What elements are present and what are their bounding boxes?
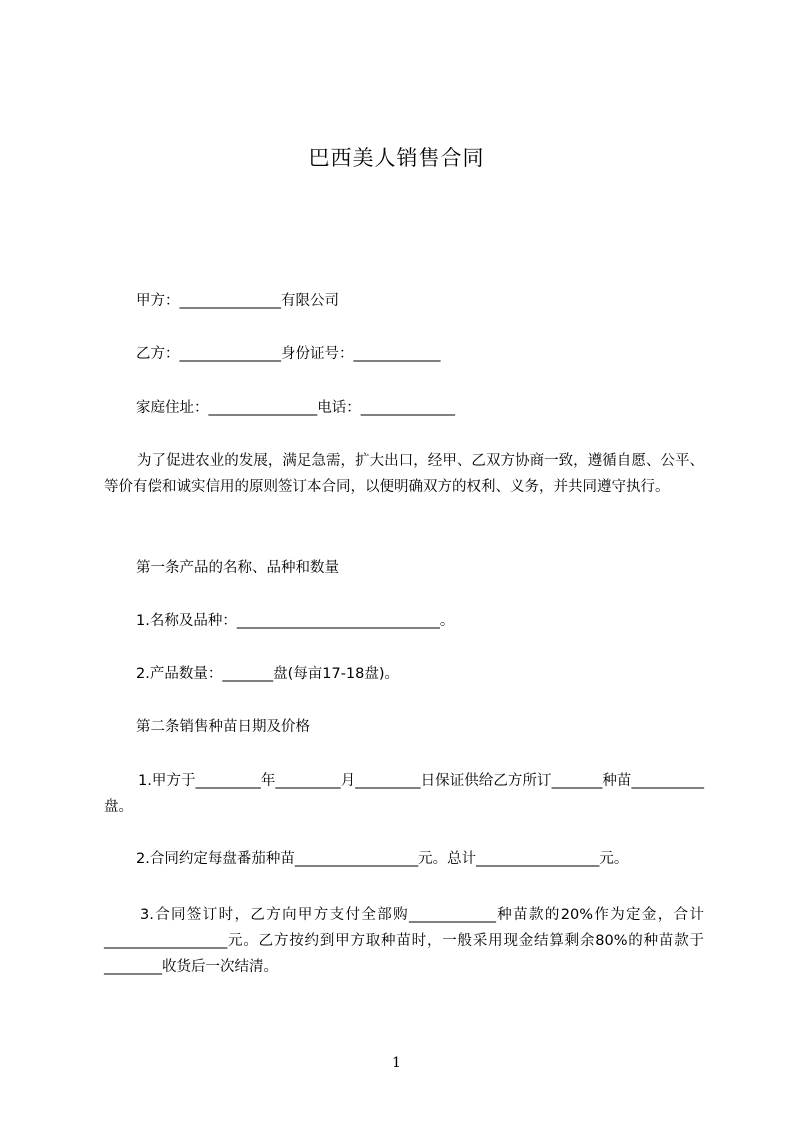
article1-heading: 第一条产品的名称、品种和数量 [136,560,339,576]
address-line: 家庭住址：_______________电话：_____________ [136,400,455,416]
page-number: 1 [392,1055,401,1071]
party-b-line: 乙方：______________身份证号：____________ [136,346,441,362]
article1-item2: 2.产品数量：_______盘(每亩17-18盘)。 [136,666,400,682]
preamble-paragraph: 为了促进农业的发展，满足急需，扩大出口，经甲、乙双方协商一致，遵循自愿、公平、等价有偿和诚实信用的原则签订本合同，以便明确双方的权利、义务，并共同遵守执行。 [104,453,704,495]
party-a-line: 甲方：______________有限公司 [136,293,339,309]
document-title: 巴西美人销售合同 [308,146,485,170]
article2-item2: 2.合同约定每盘番茄种苗_________________元。总计_________________元。 [136,851,629,867]
article2-item3: 3.合同签订时，乙方向甲方支付全部购____________种苗款的20%作为定金，合计_________________元。乙方按约到甲方取种苗时，一般采用现金结算剩余80%的种苗款于________收货后一次结清。 [104,907,704,975]
article1-item1: 1.名称及品种：____________________________。 [136,613,455,629]
article2-item1: 1.甲方于_________年_________月_________日保证供给乙方所订_______种苗__________盘。 [104,773,704,815]
article2-heading: 第二条销售种苗日期及价格 [136,719,310,735]
